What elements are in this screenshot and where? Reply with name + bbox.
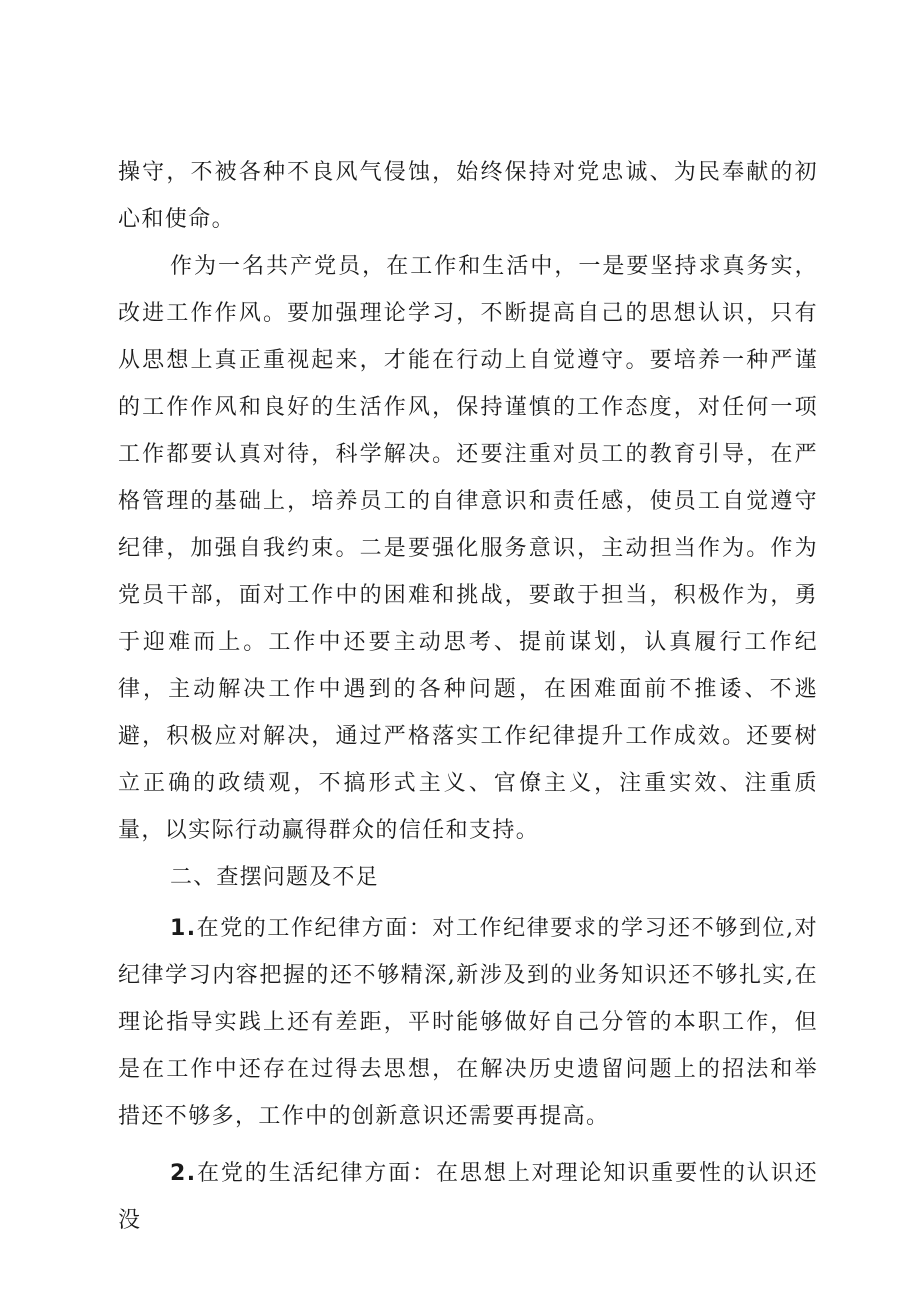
paragraph-main: 作为一名共产党员，在工作和生活中，一是要坚持求真务实，改进工作作风。要加强理论学习，不断提高自己的思想认识，只有从思想上真正重视起来，才能在行动上自觉遵守。要培养一种严谨的工作作风和良好的生活作风，保持谨慎的工作态度，对任何一项工作都要认真对待，科学解决。还要注重对员工的教育引导，在严格管理的基础上，培养员工的自律意识和责任感，使员工自觉遵守纪律，加强自我约束。二是要强化服务意识，主动担当作为。作为党员干部，面对工作中的困难和挑战，要敢于担当，积极作为，勇于迎难而上。工作中还要主动思考、提前谋划，认真履行工作纪律，主动解决工作中遇到的各种问题，在困难面前不推诿、不逃避，积极应对解决，通过严格落实工作纪律提升工作成效。还要树立正确的政绩观，不搞形式主义、官僚主义，注重实效、注重质量，以实际行动赢得群众的信任和支持。 <box>118 254 818 843</box>
paragraph-continuation: 操守，不被各种不良风气侵蚀，始终保持对党忠诚、为民奉献的初心和使命。 <box>118 160 818 232</box>
document-body <box>118 149 818 1244</box>
item-2-text: 在党的生活纪律方面：在思想上对理论知识重要性的认识还没 <box>118 1161 818 1233</box>
item-2-number: 2. <box>170 1161 197 1186</box>
item-1-text: 在党的工作纪律方面：对工作纪律要求的学习还不够到位,对纪律学习内容把握的还不够精深,新涉及到的业务知识还不够扎实,在理论指导实践上还有差距，平时能够做好自己分管的本职工作，但是在工作中还存在过得去思想，在解决历史遗留问题上的招法和举措还不够多，工作中的创新意识还需要再提高。 <box>118 916 818 1129</box>
list-item-1 <box>118 905 818 1140</box>
item-1-number: 1. <box>170 916 197 941</box>
list-item-2 <box>118 1150 818 1244</box>
section-heading: 二、查摆问题及不足 <box>170 865 379 890</box>
